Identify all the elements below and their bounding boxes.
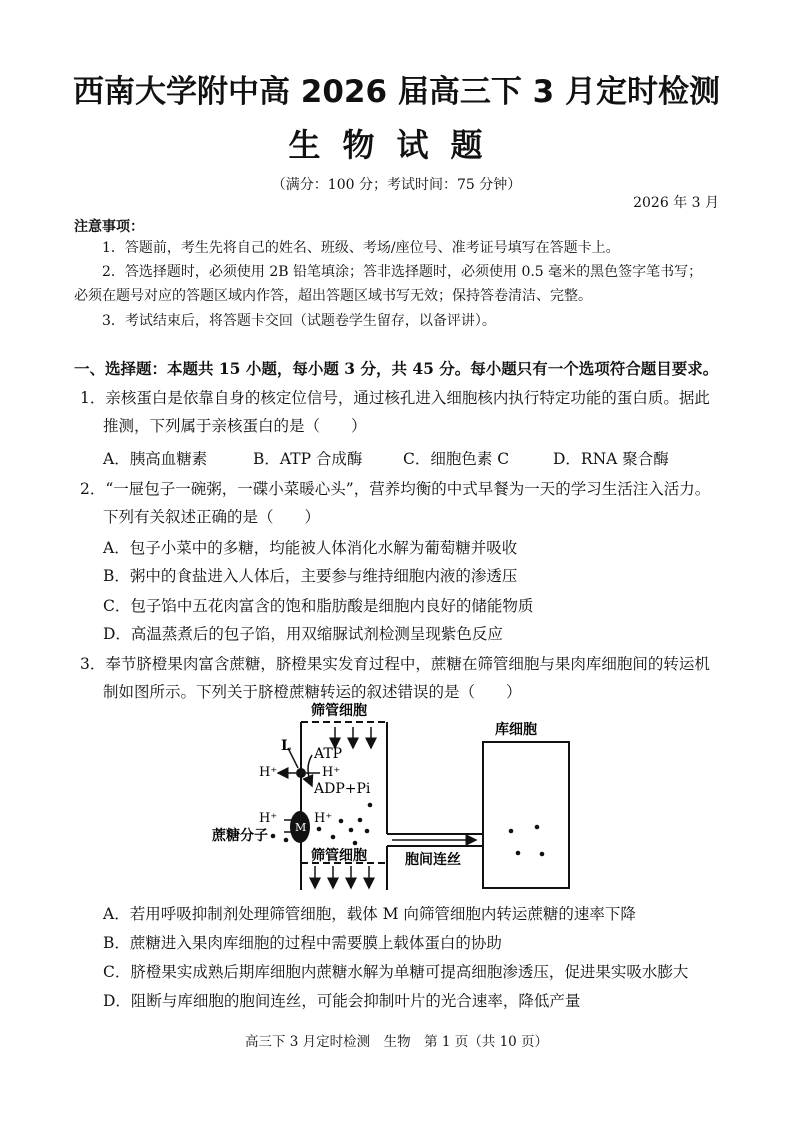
option-b: B．ATP 合成酶 [253, 450, 363, 468]
label-h-in-2: H⁺ [314, 811, 333, 826]
section-heading: 一、选择题：本题共 15 小题，每小题 3 分，共 45 分。每小题只有一个选项符合题目要求。 [74, 359, 719, 378]
question-stem: 制如图所示。下列关于脐橙蔗糖转运的叙述错误的是（ ） [103, 683, 522, 701]
option-b: B．粥中的食盐进入人体后，主要参与维持细胞内液的渗透压 [103, 567, 518, 585]
flow-arrows-bottom [315, 866, 369, 888]
question-stem: 推测，下列属于亲核蛋白的是（ ） [103, 417, 367, 435]
option-d: D．高温蒸煮后的包子馅，用双缩脲试剂检测呈现紫色反应 [103, 625, 503, 643]
option-a: A．包子小菜中的多糖，均能被人体消化水解为葡萄糖并吸收 [103, 539, 518, 557]
label-plasmodesma: 胞间连丝 [405, 852, 461, 868]
label-h-out-1: H⁺ [259, 765, 278, 780]
sucrose-dots-sink [509, 825, 545, 857]
atp-arrow [308, 755, 312, 786]
option-b: B．蔗糖进入果肉库细胞的过程中需要膜上载体蛋白的协助 [103, 934, 502, 952]
label-h-in-1: H⁺ [322, 765, 341, 780]
label-sink-cell: 库细胞 [495, 722, 537, 738]
flow-arrows-top [335, 727, 371, 748]
notice-item: 2．答选择题时，必须使用 2B 铅笔填涂；答非选择题时，必须使用 0.5 毫米的黑色签字笔书写； [102, 264, 703, 280]
notice-heading: 注意事项： [74, 219, 144, 235]
notice-item: 1．答题前，考生先将自己的姓名、班级、考场/座位号、准考证号填写在答题卡上。 [102, 240, 620, 256]
option-d: D．阻断与库细胞的胞间连丝，可能会抑制叶片的光合速率，降低产量 [103, 992, 581, 1010]
exam-meta: （满分：100 分；考试时间：75 分钟） [271, 177, 522, 193]
notice-item: 3．考试结束后，将答题卡交回（试题卷学生留存，以备评讲）。 [102, 313, 496, 329]
label-sieve-bottom: 筛管细胞 [311, 848, 367, 864]
page-footer: 高三下 3 月定时检测 生物 第 1 页（共 10 页） [244, 1034, 549, 1050]
notice-item: 必须在题号对应的答题区域内作答，超出答题区域书写无效；保持答卷清洁、完整。 [74, 288, 592, 304]
question-stem: 1．亲核蛋白是依靠自身的核定位信号，通过核孔进入细胞核内执行特定功能的蛋白质。据此 [80, 389, 710, 407]
label-sucrose: 蔗糖分子 [212, 828, 268, 844]
proton-pump [296, 768, 306, 778]
label-h-out-2: H⁺ [259, 811, 278, 826]
option-d: D．RNA 聚合酶 [553, 450, 669, 468]
sink-cell [483, 742, 569, 888]
exam-title: 西南大学附中高 2026 届高三下 3 月定时检测 [72, 74, 721, 110]
subject-title: 生物试题 [288, 126, 505, 164]
sucrose-transport-diagram [200, 700, 600, 896]
question-stem: 3．奉节脐橙果肉富含蔗糖，脐橙果实发育过程中，蔗糖在筛管细胞与果肉库细胞间的转运机 [80, 655, 710, 673]
option-c: C．细胞色素 C [403, 450, 510, 468]
option-c: C．包子馅中五花肉富含的饱和脂肪酸是细胞内良好的储能物质 [103, 597, 534, 615]
question-stem: 下列有关叙述正确的是（ ） [103, 508, 321, 526]
option-a: A．胰高血糖素 [103, 450, 208, 468]
label-sieve-top: 筛管细胞 [311, 703, 367, 719]
question-stem: 2．“一屉包子一碗粥，一碟小菜暖心头”，营养均衡的中式早餐为一天的学习生活注入活力。 [80, 480, 711, 498]
option-c: C．脐橙果实成熟后期库细胞内蔗糖水解为单糖可提高细胞渗透压，促进果实吸水膨大 [103, 963, 689, 981]
label-l: L [281, 738, 291, 754]
option-a: A．若用呼吸抑制剂处理筛管细胞，载体 M 向筛管细胞内转运蔗糖的速率下降 [103, 905, 636, 923]
label-adp: ADP+Pi [314, 781, 371, 797]
label-atp: ATP [314, 746, 343, 762]
label-m: M [295, 821, 307, 834]
exam-date: 2026 年 3 月 [633, 195, 719, 211]
